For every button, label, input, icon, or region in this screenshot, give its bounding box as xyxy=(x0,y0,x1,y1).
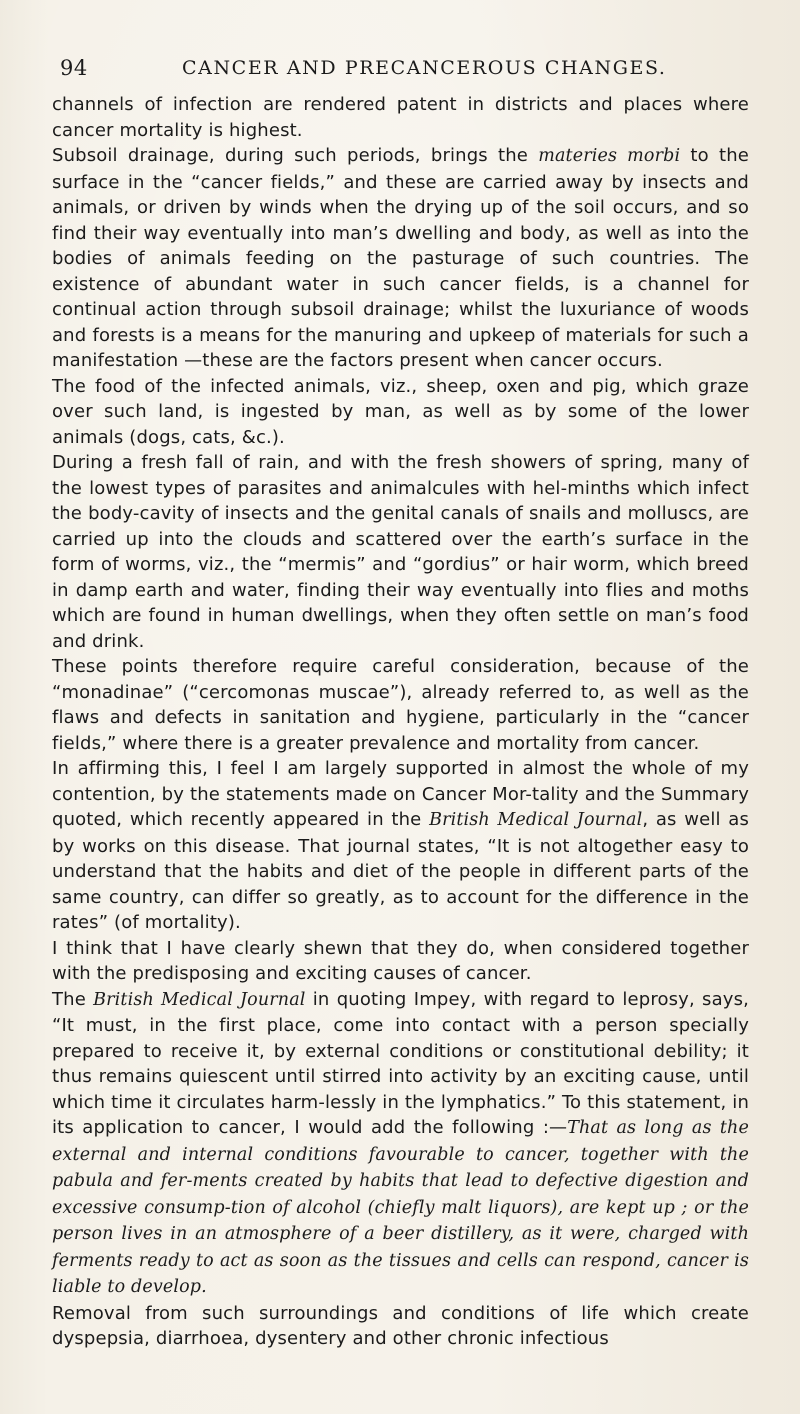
paragraph-text: In affirming this, I feel I am largely supported in almost the whole of my contention, by the statements made on Cancer Mor-tality and the Summary quoted, which recently appeared in the xyxy=(52,758,749,830)
paragraph-text: Subsoil drainage, during such periods, brings the xyxy=(52,145,539,166)
paragraph xyxy=(52,450,749,654)
paragraph-text: The food of the infected animals, viz., sheep, oxen and pig, which graze over such land, is ingested by man, as well as by some of the lower animals (dogs, cats, &c.). xyxy=(52,375,749,448)
paragraph-text: Removal from such surroundings and conditions of life which create dyspepsia, diarrhoea, dysentery and other chronic infectious xyxy=(52,1302,749,1349)
paragraph-text: to the surface in the “cancer fields,” and these are carried away by insects and animals, or driven by winds when the drying up of the soil occurs, and so find their way eventually into man’s dwelling and body, as well as into the bodies of animals feeding on the pasturage of such countries. The existence of abundant water in such cancer fields, is a channel for continual action through subsoil drainage; whilst the luxuriance of woods and forests is a means for the manuring and upkeep of materials for such a manifestation —these are the factors present when cancer occurs. xyxy=(52,145,749,371)
italic-text: British Medical Journal xyxy=(93,989,306,1010)
italic-text: materies morbi xyxy=(538,146,681,166)
paragraph xyxy=(52,936,749,987)
paragraph-text: in quoting Impey, with regard to leprosy, says, “It must, in the first place, come into contact with a person specially prepared to receive it, by external conditions or constitutional debility; it thus remains quiescent until stirred into activity by an exciting cause, until which time it circulates harm-lessly in the lymphatics.” To this statement, in its application to cancer, I would add the following :— xyxy=(52,988,749,1138)
paragraph xyxy=(52,92,749,143)
paragraph-text: , as well as by works on this disease. That journal states, “It is not altogether easy to understand that the habits and diet of the people in different parts of the same country, can differ so greatly, as to account for the difference in the rates” (of mortality). xyxy=(52,809,749,933)
paragraph-text: The xyxy=(52,988,94,1010)
italic-text: That as long as the external and internal conditions favourable to cancer, together with the pabula and fer-ments created by habits that lead to defective digestion and excessive consump-tion of alcohol (chiefly malt liquors), are kept up ; or the person lives in an atmosphere of a beer distillery, as it were, charged with ferments ready to act as soon as the tissues and cells can respond, cancer is liable to develop. xyxy=(52,1118,749,1297)
paragraph xyxy=(52,1301,749,1352)
paragraph-text: During a fresh fall of rain, and with the fresh showers of spring, many of the lowest types of parasites and animalcules with hel-minths which infect the body-cavity of insects and the genital canals of snails and molluscs, are carried up into the clouds and scattered over the earth’s surface in the form of worms, viz., the “mermis” and “gordius” or hair worm, which breed in damp earth and water, finding their way eventually into flies and moths which are found in human dwellings, when they often settle on man’s food and drink. xyxy=(52,452,749,652)
italic-text: British Medical Journal xyxy=(429,810,643,830)
paragraph xyxy=(52,654,749,756)
paragraph-text: channels of infection are rendered patent in districts and places where cancer mortality is highest. xyxy=(52,94,749,141)
paragraph xyxy=(52,756,749,936)
running-head xyxy=(60,56,740,86)
paragraph xyxy=(52,987,749,1301)
paragraph-text: I think that I have clearly shewn that they do, when considered together with the predisposing and exciting causes of cancer. xyxy=(52,937,749,984)
running-title: CANCER AND PRECANCEROUS CHANGES. xyxy=(182,57,667,79)
paragraph xyxy=(52,374,749,451)
paragraph xyxy=(52,143,749,374)
paragraph-text: These points therefore require careful consideration, because of the “monadinae” (“cercomonas muscae”), already referred to, as well as the flaws and defects in sanitation and hygiene, particularly in the “cancer fields,” where there is a greater prevalence and mortality from cancer. xyxy=(52,656,749,754)
body-text xyxy=(52,92,749,1352)
page-number: 94 xyxy=(60,56,88,80)
